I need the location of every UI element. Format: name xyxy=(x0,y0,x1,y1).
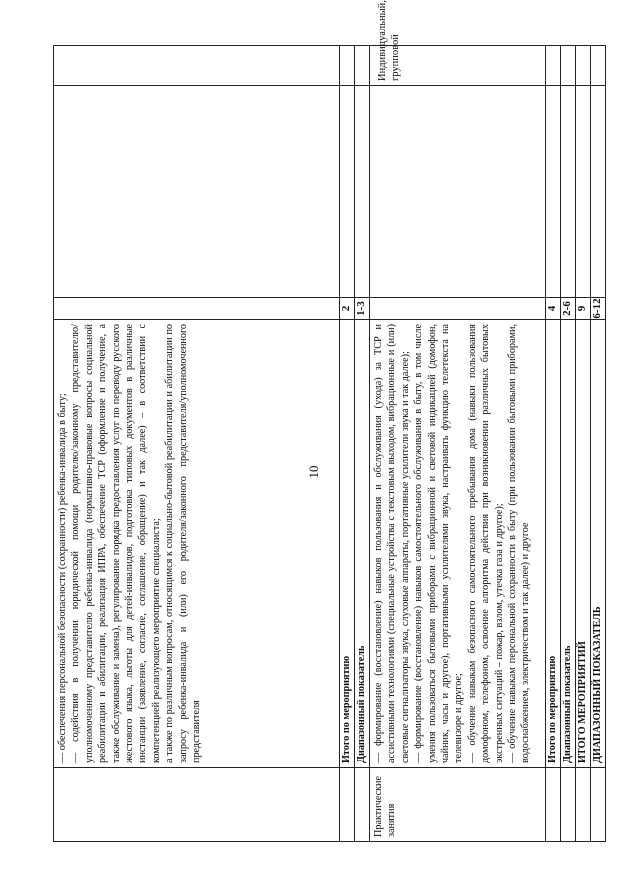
empty-cell xyxy=(546,86,561,298)
page-number: 10 xyxy=(306,465,321,479)
form-cell xyxy=(54,46,340,86)
total-label: Итого по мероприятию xyxy=(546,320,561,768)
count-cell xyxy=(370,298,546,320)
table-row xyxy=(370,46,546,842)
table-row xyxy=(576,46,591,842)
empty-cell xyxy=(591,46,606,86)
empty-cell xyxy=(576,46,591,86)
empty-cell xyxy=(561,86,576,298)
range-label: Диапазонный показатель xyxy=(561,320,576,768)
empty-cell xyxy=(340,86,355,298)
content-paragraph: — формирование (восстановление) навыков самостоятельного обслуживания в быту, в том числе умения пользоваться бытовыми приборами с вибрационной и световой индикацией (домофон, чайник, часы и другое), портативными усилителями звука, настраивать функцию телетекста на телевизоре и другое; xyxy=(413,324,465,763)
rehabilitation-table xyxy=(53,0,606,842)
activity-content-cell xyxy=(54,320,340,768)
activity-content-cell xyxy=(370,320,546,768)
empty-cell xyxy=(370,86,546,298)
activity-type-cell xyxy=(54,768,340,842)
form-cell: Индивидуальный, групповой xyxy=(370,46,546,86)
empty-cell xyxy=(561,46,576,86)
empty-cell xyxy=(355,768,370,842)
empty-cell xyxy=(355,46,370,86)
content-paragraph: — формирование (восстановление) навыков пользования и обслуживания (ухода) за ТСР и ассистивными технологиями (специальные устройства с текстовым выходом, вибрационные и (или) световые сигнализаторы звука, слуховые аппараты, портативные усилители звука и так далее); xyxy=(373,324,411,763)
range-label: Диапазонный показатель xyxy=(355,320,370,768)
content-paragraph: — обучение навыкам персональной сохранности в быту (при пользовании бытовыми приборами, водоснабжением, электричеством и так далее) и другое xyxy=(507,324,532,763)
grand-total-label: ИТОГО МЕРОПРИЯТИЙ xyxy=(576,320,591,768)
content-paragraph: — содействия в получении юридической помощи родителю/законному представителю/уполномоченному представителю ребенка-инвалида (нормативно-правовые вопросы социальной реабилитации и абилитации, реализация ИПРА, обеспечение ТСР (оформление и получение, а также обслуживание и замена), регулирование порядка предоставления услуг по переводу русского жестового языка, льготы для детей-инвалидов, подготовка типовых документов в различные инстанции (заявление, согласие, соглашение, обращение) и так далее) – в соответствии с компетенцией реализующего мероприятие специалиста; xyxy=(70,324,162,763)
activity-type-cell: Практические занятия xyxy=(370,768,546,842)
grand-range-label: ДИАПАЗОННЫЙ ПОКАЗАТЕЛЬ xyxy=(591,320,606,768)
grand-total-value: 9 xyxy=(576,298,591,320)
content-paragraph: — обеспечения персональной безопасности (сохранности) ребенка-инвалида в быту; xyxy=(57,393,68,763)
empty-cell xyxy=(561,768,576,842)
table-row xyxy=(54,46,340,842)
table-row xyxy=(355,46,370,842)
empty-cell xyxy=(340,768,355,842)
table-row xyxy=(561,46,576,842)
content-paragraph: — обучение навыкам безопасного самостоятельного пребывания дома (навыки пользования домофоном, телефоном, освоение алгоритма действия при возникновении различных бытовых экстренных ситуаций – пожар, взлом, утечка газа и другое); xyxy=(466,324,505,763)
total-value: 4 xyxy=(546,298,561,320)
range-value: 1-3 xyxy=(355,298,370,320)
empty-cell xyxy=(576,768,591,842)
table-row xyxy=(340,46,355,842)
empty-cell xyxy=(576,86,591,298)
empty-cell xyxy=(340,46,355,86)
table-row xyxy=(546,46,561,842)
content-paragraph: а также по различным вопросам, относящимся к социально-бытовой реабилитации и абилитации по запросу ребенка-инвалида и (или) его родителя/законного представителя/уполномоченного представителя xyxy=(164,324,203,763)
empty-cell xyxy=(591,768,606,842)
empty-cell xyxy=(54,86,340,298)
table-row xyxy=(591,46,606,842)
empty-cell xyxy=(355,86,370,298)
total-value: 2 xyxy=(340,298,355,320)
empty-cell xyxy=(591,86,606,298)
range-value: 2-6 xyxy=(561,298,576,320)
count-cell xyxy=(54,298,340,320)
empty-cell xyxy=(546,768,561,842)
empty-cell xyxy=(546,46,561,86)
total-label: Итого по мероприятию xyxy=(340,320,355,768)
rotated-table-area xyxy=(53,0,604,842)
grand-range-value: 6-12 xyxy=(591,298,606,320)
